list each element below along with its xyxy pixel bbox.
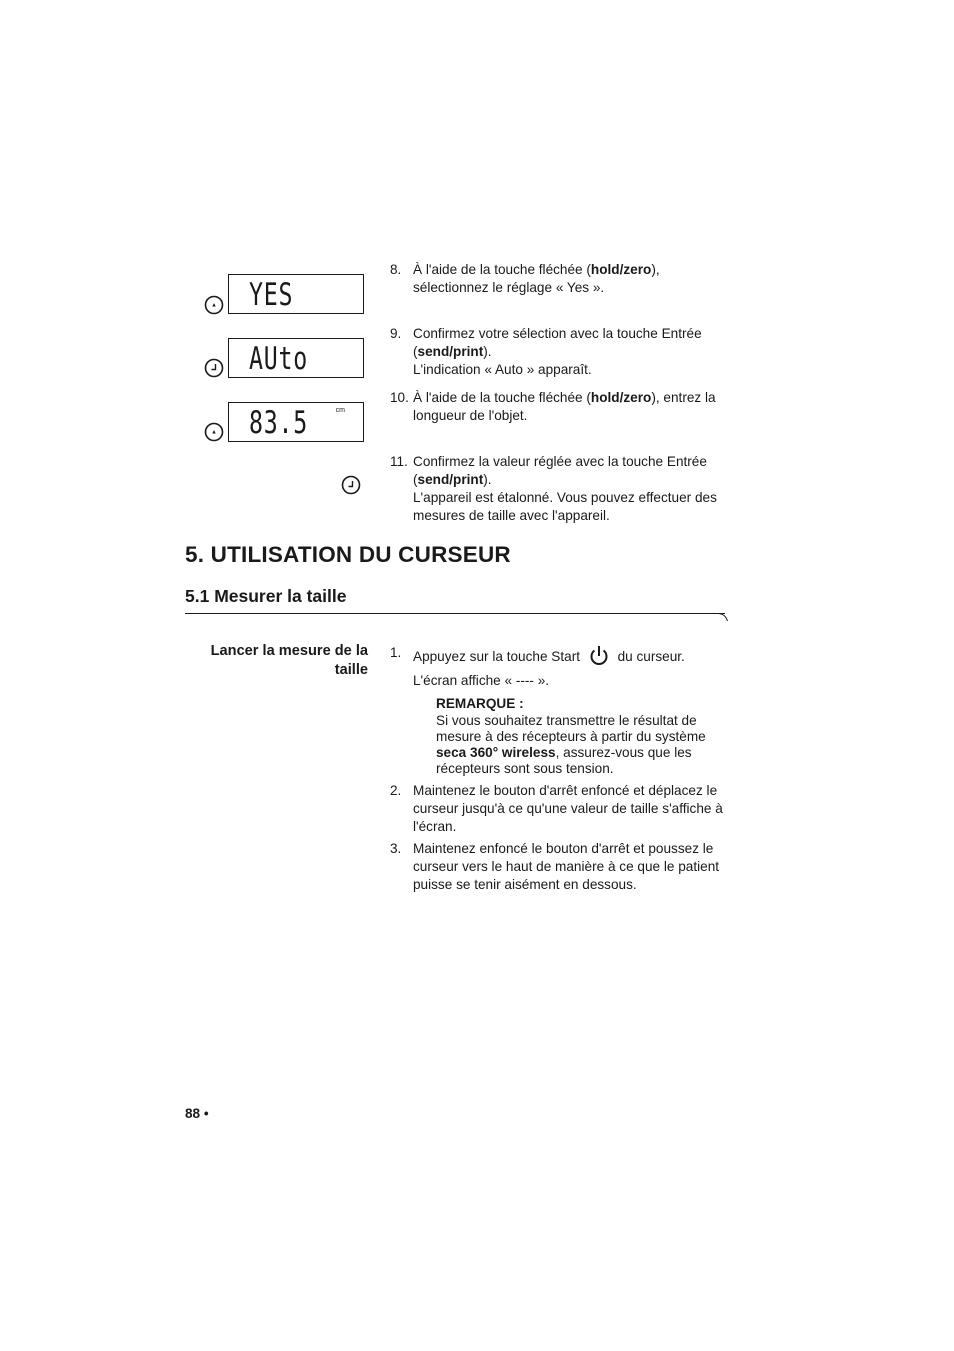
enter-key-icon [341,475,361,495]
power-icon [588,644,610,668]
step-2: Maintenez le bouton d'arrêt enfoncé et déplacez le curseur jusqu'à ce qu'une valeur de taille s'affiche à l'écran. [413,783,723,834]
arrow-key-icon [204,295,224,315]
lcd-display-auto [228,338,364,378]
step-number: 8. [390,262,402,277]
divider [185,613,725,614]
enter-key-icon [204,358,224,378]
lcd-text: 83.5 [249,405,308,441]
divider-corner [718,613,730,625]
page-number: 88 • [185,1106,209,1121]
step-8: À l'aide de la touche fléchée (hold/zero), sélectionnez le réglage « Yes ». [413,262,660,295]
step-number: 1. [390,645,402,660]
step-11: Confirmez la valeur réglée avec la touche Entrée (send/print). L'appareil est étalonné. Vous pouvez effectuer des mesures de taille avec l'appareil. [413,454,717,523]
step-1: Appuyez sur la touche Start du curseur. L'écran affiche « ---- ». [413,644,733,690]
note-block: REMARQUE : Si vous souhaitez transmettre le résultat de mesure à des récepteurs à partir du système seca 360° wireless, assurez-vous que les récepteurs sont sous tension. [436,695,736,778]
step-10: À l'aide de la touche fléchée (hold/zero), entrez la longueur de l'objet. [413,390,716,423]
side-heading: Lancer la mesure de la taille [210,643,368,678]
lcd-text: AUto [249,341,308,377]
lcd-unit: cm [335,407,345,414]
step-9: Confirmez votre sélection avec la touche Entrée (send/print). L'indication « Auto » apparaît. [413,326,702,377]
subsection-title: 5.1 Mesurer la taille [185,586,347,606]
lcd-display-yes [228,274,364,314]
section-title: 5. UTILISATION DU CURSEUR [185,542,511,567]
step-number: 11. [390,454,408,469]
arrow-key-icon [204,422,224,442]
step-number: 9. [390,326,402,341]
step-3: Maintenez enfoncé le bouton d'arrêt et poussez le curseur vers le haut de manière à ce que le patient puisse se tenir aisément en dessous. [413,841,720,892]
step-number: 10. [390,390,409,405]
lcd-text: YES [249,277,294,313]
step-number: 3. [390,841,402,856]
lcd-display-value [228,402,364,442]
step-number: 2. [390,783,402,798]
note-heading: REMARQUE : [436,696,524,711]
